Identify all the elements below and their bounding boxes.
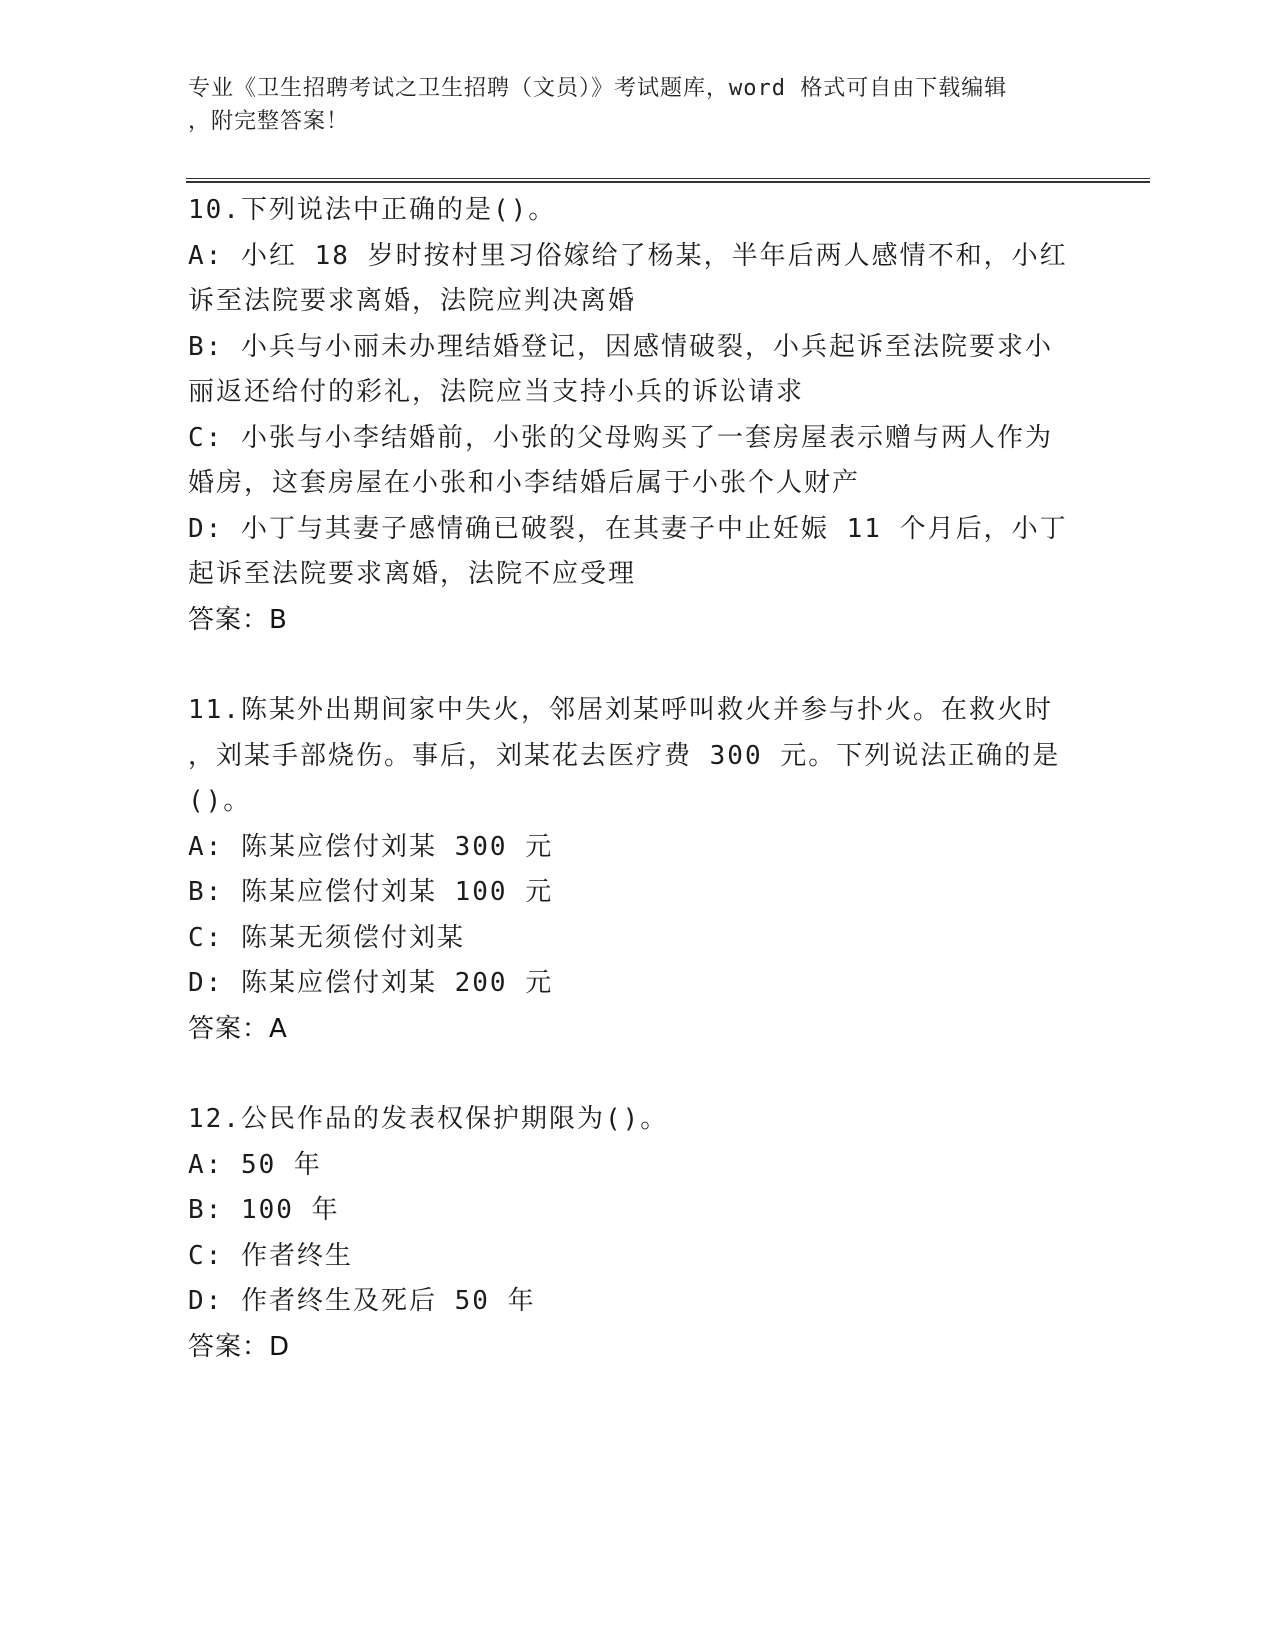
option-line: C: 作者终生 — [188, 1240, 353, 1271]
option-line: 婚房，这套房屋在小张和小李结婚后属于小张个人财产 — [188, 468, 861, 498]
question-stem: ，刘某手部烧伤。事后，刘某花去医疗费 300 元。下列说法正确的是 — [188, 740, 1061, 771]
question-10 — [188, 188, 1088, 643]
option-line: 诉至法院要求离婚，法院应判决离婚 — [188, 286, 637, 316]
spacer — [188, 643, 1088, 688]
question-stem: 10.下列说法中正确的是()。 — [188, 195, 557, 225]
question-11 — [188, 688, 1088, 1052]
option-line: A: 小红 18 岁时按村里习俗嫁给了杨某，半年后两人感情不和，小红 — [188, 240, 1068, 271]
option-line: 起诉至法院要求离婚，法院不应受理 — [188, 559, 637, 589]
option-line: B: 100 年 — [188, 1195, 340, 1225]
question-stem: ()。 — [188, 786, 252, 816]
question-list — [188, 188, 1088, 1370]
header-divider — [186, 178, 1150, 183]
question-12 — [188, 1097, 1088, 1370]
option-line: B: 小兵与小丽未办理结婚登记，因感情破裂，小兵起诉至法院要求小 — [188, 331, 1053, 362]
answer-label: 答案：B — [188, 604, 288, 635]
option-line: D: 陈某应偿付刘某 200 元 — [188, 968, 554, 998]
document-header — [188, 72, 1078, 138]
option-line: A: 50 年 — [188, 1149, 322, 1180]
option-line: C: 小张与小李结婚前，小张的父母购买了一套房屋表示赠与两人作为 — [188, 422, 1053, 453]
option-line: D: 作者终生及死后 50 年 — [188, 1286, 536, 1316]
question-stem: 11.陈某外出期间家中失火，邻居刘某呼叫救火并参与扑火。在救火时 — [188, 695, 1053, 725]
option-line: D: 小丁与其妻子感情确已破裂，在其妻子中止妊娠 11 个月后，小丁 — [188, 513, 1068, 544]
header-line: 专业《卫生招聘考试之卫生招聘（文员）》考试题库，word 格式可自由下载编辑 — [188, 76, 1008, 101]
option-line: B: 陈某应偿付刘某 100 元 — [188, 877, 554, 907]
option-line: 丽返还给付的彩礼，法院应当支持小兵的诉讼请求 — [188, 377, 805, 407]
spacer — [188, 1052, 1088, 1097]
option-line: C: 陈某无须偿付刘某 — [188, 922, 465, 953]
header-line: ，附完整答案！ — [188, 109, 350, 134]
option-line: A: 陈某应偿付刘某 300 元 — [188, 831, 554, 862]
answer-label: 答案：A — [188, 1013, 288, 1044]
question-stem: 12.公民作品的发表权保护期限为()。 — [188, 1104, 669, 1134]
answer-label: 答案：D — [188, 1331, 291, 1362]
